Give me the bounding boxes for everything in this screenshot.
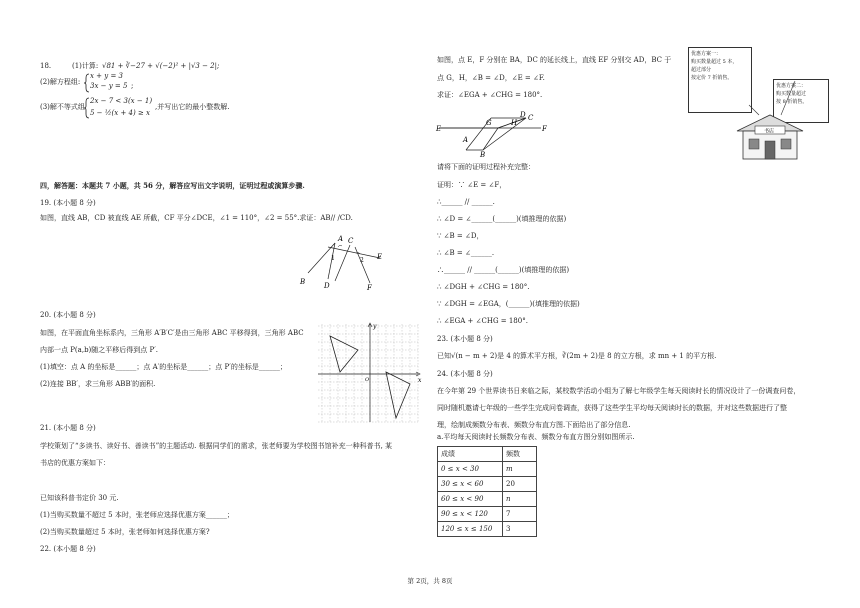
q24-line3: 理，绘制成频数分布表、频数分布直方图.下面给出了部分信息. bbox=[437, 421, 631, 429]
label-B: B bbox=[300, 278, 306, 286]
angle-1-label: 1 bbox=[331, 255, 335, 262]
label-E: E bbox=[377, 253, 383, 261]
q21-line1: 学校策划了“多读书、读好书、善读书”的主题活动. 根据同学们的需求，张老师要为学校图书馆补充一种科普书, 某 bbox=[40, 442, 393, 450]
proof-intro: 请将下面的证明过程补充完整： bbox=[437, 163, 535, 171]
table-cell: 90 ≤ x < 120 bbox=[438, 507, 503, 522]
q22-heading: 22. (本小题 8 分) bbox=[40, 545, 96, 553]
proof-step4: ∵ ∠B = ∠D， bbox=[437, 232, 484, 240]
table-header-cell: 成绩 bbox=[438, 447, 503, 462]
proof-step6: ∴______ // ______(______)(填推理的依据) bbox=[437, 266, 570, 274]
q21-line2: 书店的优惠方案如下： bbox=[40, 459, 110, 467]
table-cell: 60 ≤ x < 90 bbox=[438, 492, 503, 507]
q18-part2-label: (2)解方程组: bbox=[40, 78, 81, 86]
label-H: H bbox=[511, 119, 518, 127]
q19-text: 如图，直线 AB，CD 被直线 AE 所截，CF 平分∠DCE，∠1 = 110°，∠2 = 55°.求证：AB// /CD. bbox=[40, 214, 353, 222]
plan1-line2: 超过部分 bbox=[691, 67, 712, 73]
page-footer: 第 2页，共 8页 bbox=[407, 577, 453, 585]
table-cell: 20 bbox=[503, 477, 537, 492]
q20-line1: 如图，在平面直角坐标系内，三角形 A′B′C′是由三角形 ABC 平移得到，三角形 ABC bbox=[40, 329, 304, 337]
q21-line5: (2)当购买数量超过 5 本时，张老师如何选择优惠方案? bbox=[40, 528, 210, 536]
table-row bbox=[438, 507, 537, 522]
label-F: F bbox=[367, 284, 372, 292]
table-cell: 3 bbox=[503, 522, 537, 537]
label-B: B bbox=[480, 151, 486, 159]
q23-text: 已知√(n − m + 2)是 4 的算术平方根，∛(2m + 2)是 8 的立方根，求 mn + 1 的平方根. bbox=[437, 352, 717, 360]
q24-line1: 在今年第 29 个世界读书日来临之际，某校数学活动小组为了解七年级学生每天阅读时长的情况设计了一份调查问卷， bbox=[437, 387, 801, 395]
q20-line2: 内部一点 P(a,b)随之平移后得到点 P′. bbox=[40, 346, 159, 354]
plan1-line1: 购买数量超过 5 本， bbox=[691, 59, 738, 65]
q22-figure bbox=[436, 108, 556, 159]
q20-heading: 20. (本小题 8 分) bbox=[40, 311, 96, 319]
q21-line3: 已知该科普书定价 30 元. bbox=[40, 494, 119, 502]
label-C: C bbox=[348, 237, 354, 245]
plan2-line2: 按 8 折销售。 bbox=[776, 99, 808, 105]
label-A: A bbox=[338, 235, 344, 243]
q18-part1-expression: √81 + ∛−27 + √(−2)² + |√3 − 2|; bbox=[102, 62, 220, 70]
q18-ineq1: 2x − 7 < 3(x − 1) bbox=[90, 97, 153, 105]
plan1-title: 优惠方案一： bbox=[691, 51, 722, 57]
label-D: D bbox=[324, 282, 330, 290]
q21-heading: 21. (本小题 8 分) bbox=[40, 424, 96, 432]
angle-2-label: 2 bbox=[360, 257, 364, 264]
q24-heading: 24. (本小题 8 分) bbox=[437, 370, 493, 378]
q24-line4: a.平均每天阅读时长频数分布表、频数分布直方图分别如图所示. bbox=[437, 433, 635, 441]
q19-heading: 19. (本小题 8 分) bbox=[40, 199, 96, 207]
plan2-line1: 购买数量超过 bbox=[776, 91, 807, 97]
y-axis-label: y bbox=[373, 323, 377, 330]
q22-line2: 点 G，H，∠B = ∠D，∠E = ∠F. bbox=[437, 74, 545, 82]
q18-eq1: x + y = 3 bbox=[90, 72, 123, 80]
q18-ineq2: 5 − ½(x + 4) ≥ x bbox=[90, 109, 150, 117]
table-cell: m bbox=[503, 462, 537, 477]
label-F: F bbox=[542, 125, 547, 133]
proof-step3: ∴ ∠D = ∠______(______)(填推理的依据) bbox=[437, 215, 567, 223]
label-A: A bbox=[463, 136, 469, 144]
q23-heading: 23. (本小题 8 分) bbox=[437, 335, 493, 343]
table-cell: 7 bbox=[503, 507, 537, 522]
q19-figure bbox=[300, 235, 400, 295]
table-row bbox=[438, 477, 537, 492]
q20-line4: (2)连接 BB′，求三角形 ABB′的面积. bbox=[40, 380, 156, 388]
plan2-title: 优惠方案二： bbox=[776, 83, 807, 89]
table-header-cell: 频数 bbox=[503, 447, 537, 462]
plan1-line3: 按定价 7 折销售。 bbox=[691, 75, 733, 81]
proof-step7: ∴ ∠DGH + ∠CHG = 180°. bbox=[437, 283, 530, 291]
store-sign: 书店 bbox=[764, 128, 775, 135]
label-G: G bbox=[486, 119, 492, 127]
proof-step9: ∴ ∠EGA + ∠CHG = 180°. bbox=[437, 317, 528, 325]
label-D: D bbox=[520, 111, 526, 119]
q18-eq-end: ; bbox=[131, 82, 134, 90]
promo-plan1-box bbox=[688, 47, 752, 113]
q21-line4: (1)当购买数量不超过 5 本时，张老师应选择优惠方案______； bbox=[40, 511, 234, 519]
frequency-table bbox=[437, 446, 537, 537]
q18-part3-tail: ,并写出它的最小整数解. bbox=[155, 103, 230, 111]
q20-coordinate-grid bbox=[318, 322, 422, 424]
origin-label: O bbox=[365, 377, 370, 383]
table-row bbox=[438, 462, 537, 477]
bookstore-building-icon bbox=[735, 113, 805, 163]
proof-step2: ∴______ // ______. bbox=[437, 198, 495, 206]
q18-part3-label: (3)解不等式组 bbox=[40, 103, 85, 111]
table-cell: 120 ≤ x ≤ 150 bbox=[438, 522, 503, 537]
q18-part1-label: (1)计算: bbox=[72, 62, 99, 70]
table-row bbox=[438, 492, 537, 507]
proof-step1: 证明：∵ ∠E = ∠F， bbox=[437, 181, 507, 189]
q22-line1: 如图，点 E，F 分别在 BA，DC 的延长线上，直线 EF 分别交 AD，BC 于 bbox=[437, 56, 672, 64]
proof-step8: ∵ ∠DGH = ∠EGA，(______)(填推理的依据) bbox=[437, 300, 580, 308]
q18-number: 18. bbox=[40, 62, 52, 70]
x-axis-label: x bbox=[418, 377, 422, 384]
q18-eq2: 3x − y = 5 bbox=[90, 82, 128, 90]
table-cell: 0 ≤ x < 30 bbox=[438, 462, 503, 477]
table-cell: n bbox=[503, 492, 537, 507]
table-cell: 30 ≤ x < 60 bbox=[438, 477, 503, 492]
table-row bbox=[438, 522, 537, 537]
label-C: C bbox=[528, 114, 534, 122]
proof-step5: ∴ ∠B = ∠______. bbox=[437, 249, 495, 257]
section-4-heading: 四，解答题：本题共 7 小题，共 56 分，解答应写出文字说明，证明过程或演算步骤. bbox=[40, 181, 305, 190]
label-E: E bbox=[436, 125, 442, 133]
q20-line3: (1)填空：点 A 的坐标是______；点 A′的坐标是______；点 P′的坐标是______； bbox=[40, 363, 287, 371]
table-header-row bbox=[438, 447, 537, 462]
q22-line3: 求证：∠EGA + ∠CHG = 180°. bbox=[437, 91, 543, 99]
q24-line2: 同时随机邀请七年级的一些学生完成问卷调查，获得了这些学生平均每天阅读时长的数据，并对这些数据进行了整 bbox=[437, 404, 787, 412]
